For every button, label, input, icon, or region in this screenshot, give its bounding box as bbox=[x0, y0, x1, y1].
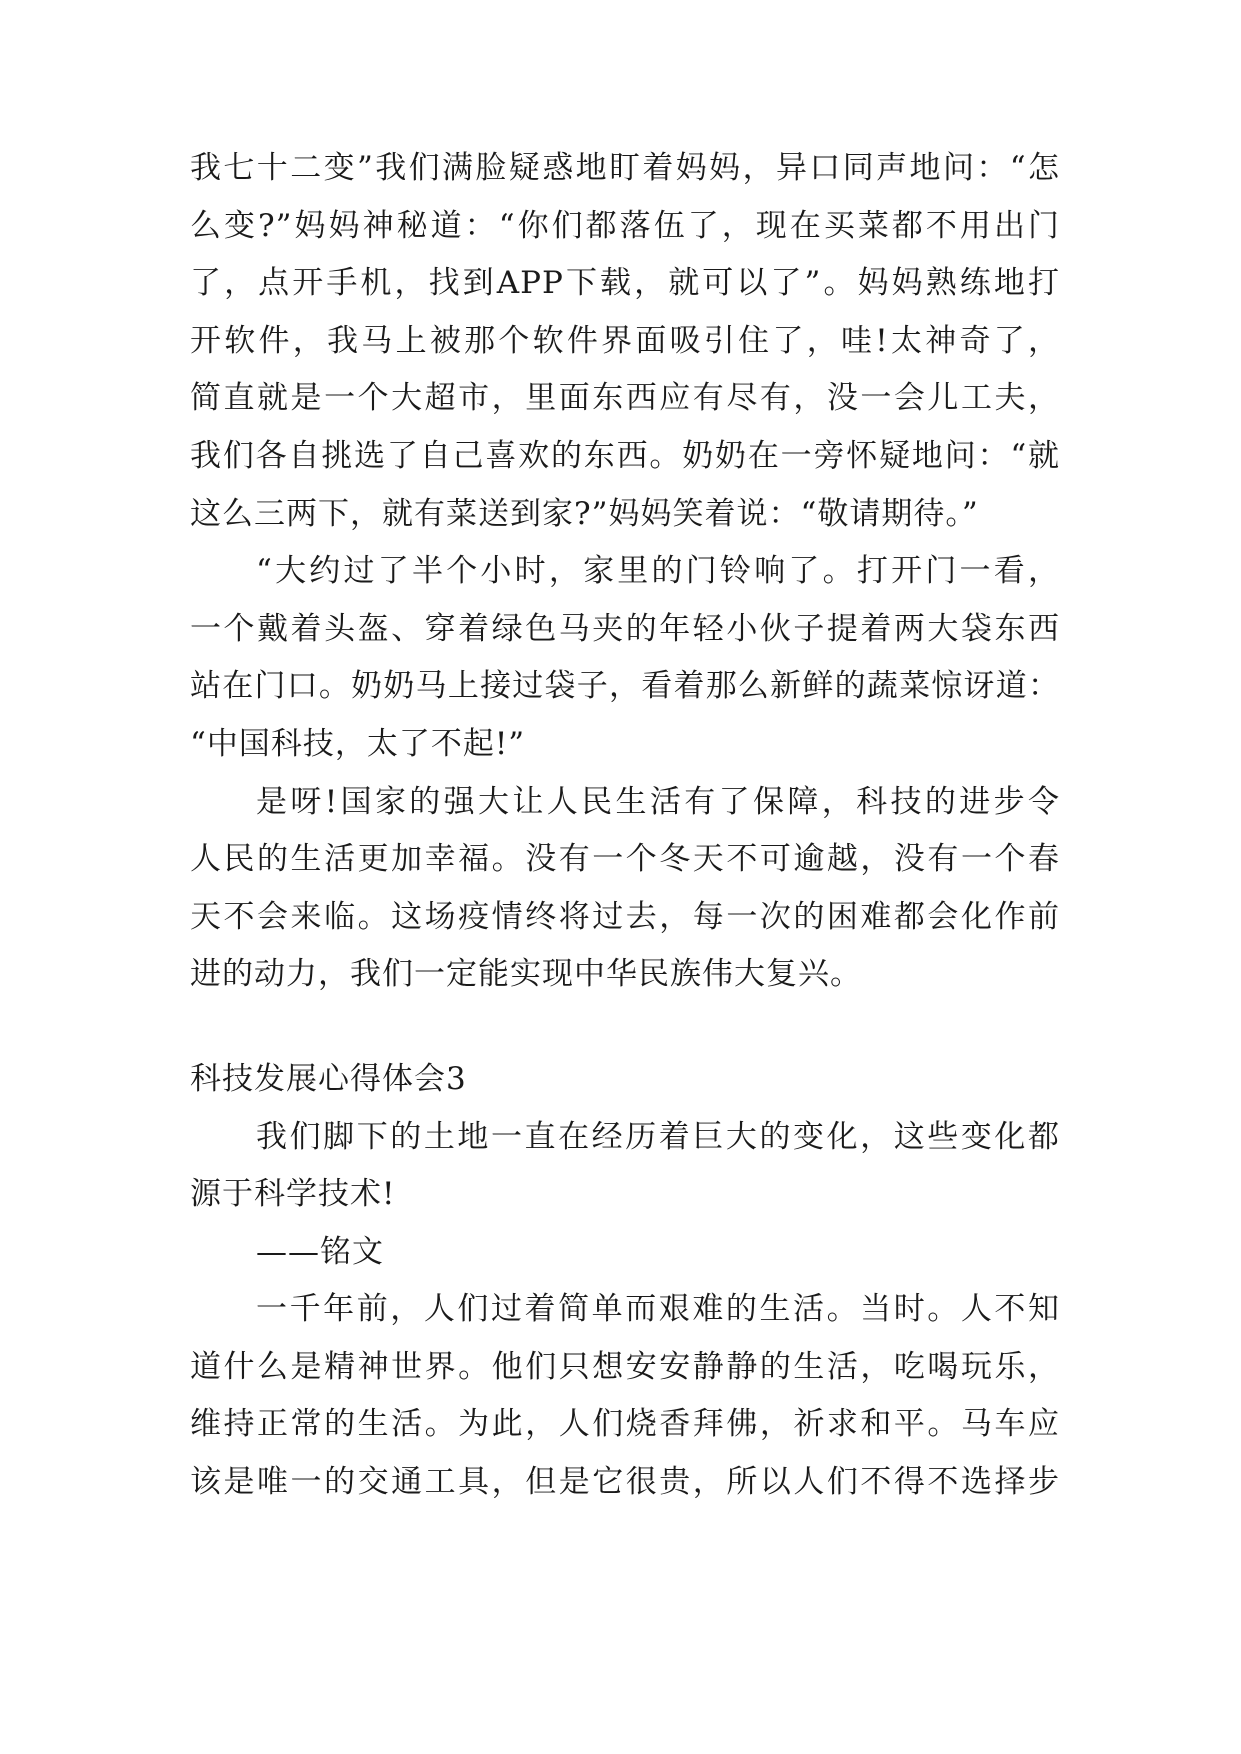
document-body bbox=[190, 140, 1060, 1512]
section-heading: 科技发展心得体会3 bbox=[190, 1060, 467, 1097]
text-line: 开软件，我马上被那个软件界面吸引住了，哇!太神奇了， bbox=[190, 322, 1060, 359]
text-line: 人民的生活更加幸福。没有一个冬天不可逾越，没有一个春 bbox=[190, 841, 1060, 878]
text-line: 我们脚下的土地一直在经历着巨大的变化，这些变化都 bbox=[256, 1118, 1060, 1155]
section-gap bbox=[190, 1004, 1060, 1051]
text-line: 简直就是一个大超市，里面东西应有尽有，没一会儿工夫， bbox=[190, 380, 1060, 417]
text-line: 一千年前，人们过着简单而艰难的生活。当时。人不知 bbox=[256, 1291, 1060, 1328]
text-line: 一个戴着头盔、穿着绿色马夹的年轻小伙子提着两大袋东西 bbox=[190, 610, 1060, 647]
text-line: 么变?”妈妈神秘道：“你们都落伍了，现在买菜都不用出门 bbox=[190, 207, 1060, 244]
paragraph-conclusion bbox=[190, 774, 1060, 1004]
paragraph-app-shopping bbox=[190, 140, 1060, 543]
text-line: 该是唯一的交通工具，但是它很贵，所以人们不得不选择步 bbox=[190, 1464, 1060, 1501]
text-line: 天不会来临。这场疫情终将过去，每一次的困难都会化作前 bbox=[190, 898, 1060, 935]
text-line: 源于科学技术! bbox=[190, 1176, 396, 1213]
text-line: 我们各自挑选了自己喜欢的东西。奶奶在一旁怀疑地问：“就 bbox=[190, 437, 1060, 474]
text-line: 是呀!国家的强大让人民生活有了保障，科技的进步令 bbox=[256, 783, 1060, 820]
quote-attribution: ——铭文 bbox=[256, 1233, 384, 1270]
text-line: 我七十二变”我们满脸疑惑地盯着妈妈，异口同声地问：“怎 bbox=[190, 150, 1060, 186]
text-line: 道什么是精神世界。他们只想安安静静的生活，吃喝玩乐， bbox=[190, 1348, 1060, 1385]
paragraph-thousand-years-ago bbox=[190, 1281, 1060, 1511]
text-line: “大约过了半个小时，家里的门铃响了。打开门一看， bbox=[256, 553, 1060, 590]
paragraph-intro-quote bbox=[190, 1109, 1060, 1224]
text-line: 这么三两下，就有菜送到家?”妈妈笑着说：“敬请期待。” bbox=[190, 495, 979, 532]
text-line: “中国科技，太了不起!” bbox=[190, 725, 526, 762]
text-line: 进的动力，我们一定能实现中华民族伟大复兴。 bbox=[190, 956, 862, 993]
paragraph-delivery bbox=[190, 543, 1060, 773]
text-line: 了，点开手机，找到APP下载，就可以了”。妈妈熟练地打 bbox=[190, 265, 1060, 302]
text-line: 维持正常的生活。为此，人们烧香拜佛，祈求和平。马车应 bbox=[190, 1406, 1060, 1443]
text-line: 站在门口。奶奶马上接过袋子，看着那么新鲜的蔬菜惊讶道： bbox=[190, 668, 1060, 705]
